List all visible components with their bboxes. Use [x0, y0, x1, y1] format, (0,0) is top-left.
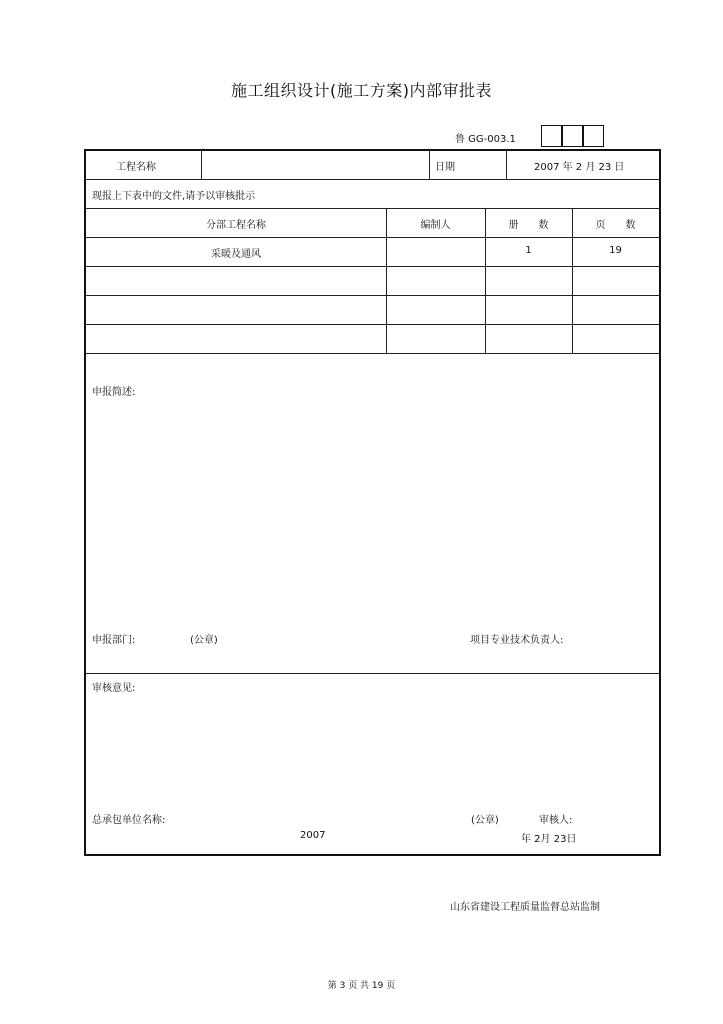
- project-name-label: 工程名称: [116, 162, 156, 173]
- code-box-3: [583, 125, 604, 147]
- col-header-pages: 页 数: [595, 220, 636, 231]
- rule-row-4: [86, 353, 659, 354]
- contractor-label: 总承包单位名称:: [92, 815, 166, 826]
- col-header-volumes: 册 数: [508, 220, 549, 231]
- form-title: 施工组织设计(施工方案)内部审批表: [231, 81, 492, 100]
- code-box-1: [541, 125, 562, 147]
- rule-col-header: [86, 237, 659, 238]
- review-year: 2007: [300, 830, 326, 841]
- dept-label: 申报部门:: [92, 635, 136, 646]
- tech-lead-label: 项目专业技术负责人:: [470, 635, 564, 646]
- issuing-organization: 山东省建设工程质量监督总站监制: [450, 902, 600, 913]
- table-cell-volumes: 1: [525, 245, 532, 256]
- table-cell-pages: 19: [609, 245, 622, 256]
- reviewer-label: 审核人:: [539, 815, 573, 826]
- rule-header: [86, 179, 659, 180]
- approval-form: [84, 149, 661, 856]
- dept-seal-label: (公章): [190, 635, 218, 646]
- review-seal-label: (公章): [471, 815, 499, 826]
- intro-text: 现报上下表中的文件,请予以审核批示: [92, 191, 256, 202]
- review-month-day: 年 2月 23日: [521, 834, 577, 845]
- code-box-2: [562, 125, 583, 147]
- date-label: 日期: [435, 162, 455, 173]
- rule-row-1: [86, 266, 659, 267]
- rule-application: [86, 673, 659, 674]
- table-cell-subproject: 采暖及通风: [211, 249, 261, 260]
- rule-row-3: [86, 324, 659, 325]
- date-value: 2007 年 2 月 23 日: [534, 162, 625, 173]
- summary-label: 申报简述:: [92, 387, 136, 398]
- review-opinion-label: 审核意见:: [92, 683, 136, 694]
- rule-intro: [86, 208, 659, 209]
- form-code: 鲁 GG-003.1: [455, 134, 516, 145]
- col-header-author: 编制人: [420, 220, 451, 231]
- rule-row-2: [86, 295, 659, 296]
- col-header-subproject: 分部工程名称: [206, 220, 266, 231]
- page-number: 第 3 页 共 19 页: [327, 981, 396, 991]
